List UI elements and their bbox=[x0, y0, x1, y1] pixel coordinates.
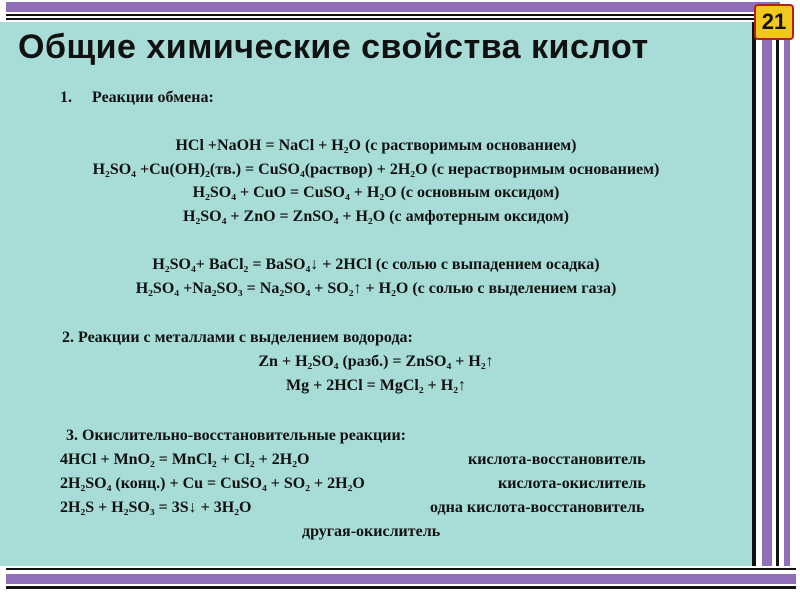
right-purple-stripe-2 bbox=[784, 22, 790, 570]
top-purple-stripe bbox=[6, 2, 780, 12]
equation-line: H₂SO₄+ BaCl₂ = BaSO₄↓ + 2HCl (с солью с выпадением осадка) bbox=[152, 256, 600, 273]
right-purple-stripe bbox=[762, 22, 772, 570]
redox-equation: 2H₂S + H₂SO₃ = 3S↓ + 3H₂O bbox=[60, 499, 252, 516]
right-black-line bbox=[752, 22, 756, 570]
equation-line: Mg + 2HCl = MgCl₂ + H₂↑ bbox=[285, 377, 467, 394]
bottom-black-line bbox=[6, 568, 796, 570]
section1-heading-number: 1. bbox=[60, 89, 72, 106]
redox-note-continued: другая-окислитель bbox=[302, 523, 441, 540]
redox-equation: 2H₂SO₄ (конц.) + Cu = CuSO₄ + SO₂ + 2H₂O bbox=[60, 475, 365, 492]
equation-line: HCl +NaOH = NaCl + H₂O (с растворимым основанием) bbox=[175, 137, 577, 154]
top-black-line bbox=[6, 14, 780, 16]
redox-note: кислота-окислитель bbox=[498, 475, 646, 492]
redox-note: одна кислота-восстановитель bbox=[430, 499, 645, 516]
equation-line: H₂SO₄ +Cu(OH)₂(тв.) = CuSO₄(раствор) + 2H₂O (с нерастворимым основанием) bbox=[92, 161, 660, 178]
top-border bbox=[0, 0, 800, 22]
bottom-border bbox=[0, 566, 800, 600]
equation-line: H₂SO₄ + ZnO = ZnSO₄ + H₂O (с амфотерным оксидом) bbox=[183, 208, 569, 225]
bottom-black-line-2 bbox=[6, 586, 796, 589]
right-black-line-2 bbox=[776, 22, 779, 570]
section1-heading: Реакции обмена: bbox=[92, 89, 214, 106]
right-border bbox=[752, 22, 800, 570]
equation-line: H₂SO₄ +Na₂SO₃ = Na₂SO₄ + SO₂↑ + H₂O (с солью с выделением газа) bbox=[135, 280, 617, 297]
slide-title: Общие химические свойства кислот bbox=[18, 28, 649, 66]
redox-note: кислота-восстановитель bbox=[468, 451, 646, 468]
equation-line: Zn + H₂SO₄ (разб.) = ZnSO₄ + H₂↑ bbox=[258, 353, 494, 370]
bottom-purple-stripe bbox=[6, 574, 796, 584]
slide-number-badge: 21 bbox=[754, 4, 794, 40]
section3-heading: 3. Окислительно-восстановительные реакции: bbox=[66, 427, 407, 444]
section2-heading: 2. Реакции с металлами с выделением водорода: bbox=[62, 329, 413, 346]
redox-equation: 4HCl + MnO₂ = MnCl₂ + Cl₂ + 2H₂O bbox=[60, 451, 310, 468]
equation-line: H₂SO₄ + CuO = CuSO₄ + H₂O (с основным оксидом) bbox=[192, 184, 560, 201]
top-black-line-2 bbox=[6, 18, 780, 20]
